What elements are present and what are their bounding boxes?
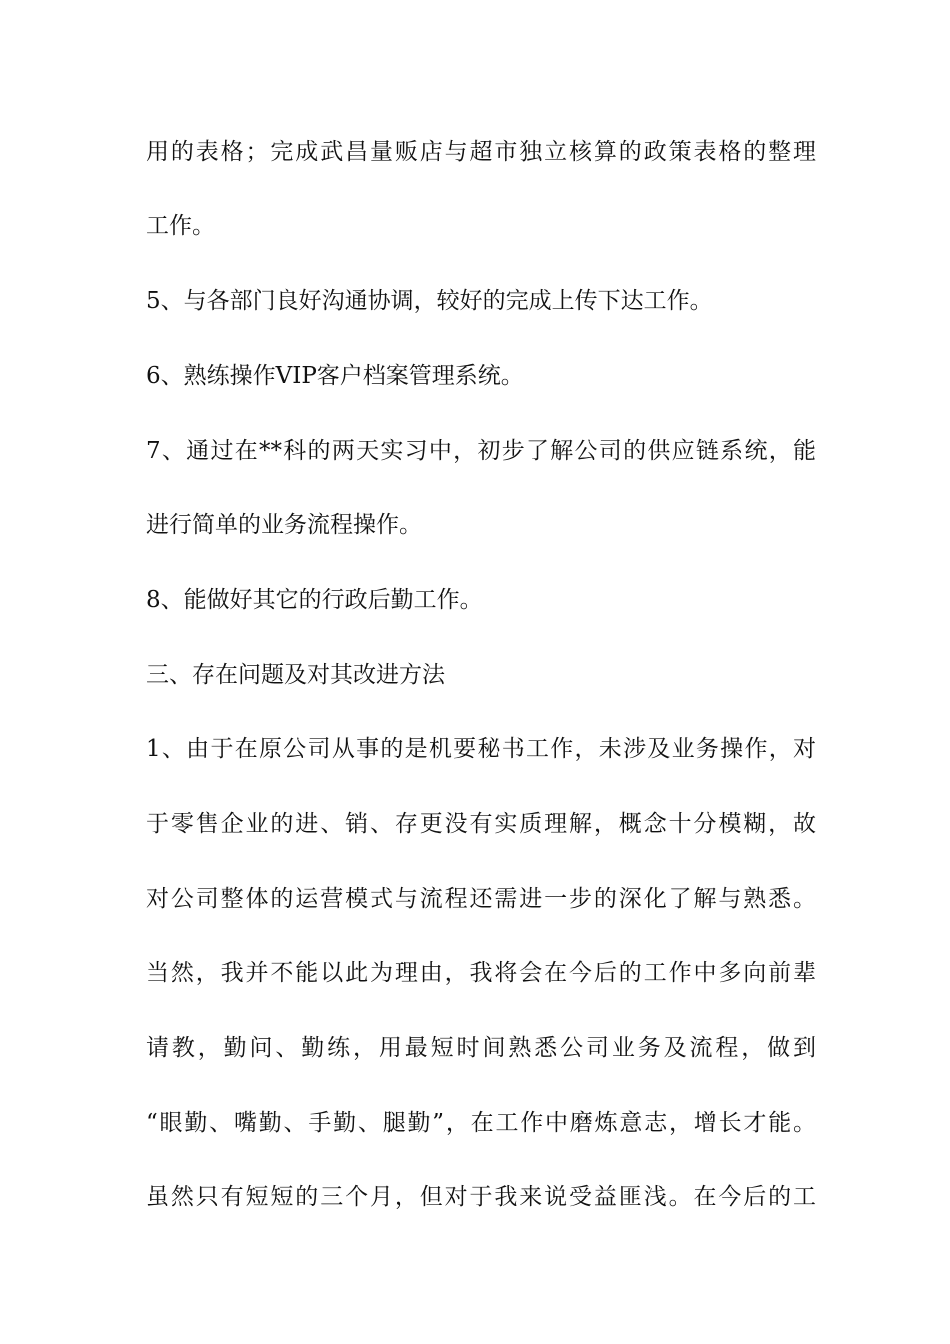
text-line-11: 对公司整体的运营模式与流程还需进一步的深化了解与熟悉。 (146, 886, 816, 912)
text-line-12: 当然，我并不能以此为理由，我将会在今后的工作中多向前辈 (146, 960, 816, 986)
section-heading: 三、存在问题及对其改进方法 (146, 662, 445, 688)
text-line-6: 进行简单的业务流程操作。 (146, 512, 422, 538)
text-line-5: 7、通过在**科的两天实习中，初步了解公司的供应链系统，能 (146, 438, 816, 464)
text-line-10: 于零售企业的进、销、存更没有实质理解，概念十分模糊，故 (146, 811, 816, 837)
text-line-9: 1、由于在原公司从事的是机要秘书工作，未涉及业务操作，对 (146, 736, 816, 762)
text-line-7: 8、能做好其它的行政后勤工作。 (146, 587, 483, 613)
text-line-2: 工作。 (146, 213, 215, 239)
text-line-15: 虽然只有短短的三个月，但对于我来说受益匪浅。在今后的工 (146, 1184, 816, 1210)
text-line-3: 5、与各部门良好沟通协调，较好的完成上传下达工作。 (146, 288, 713, 314)
text-line-1: 用的表格；完成武昌量贩店与超市独立核算的政策表格的整理 (146, 139, 816, 165)
text-line-14: “眼勤、嘴勤、手勤、腿勤”，在工作中磨炼意志，增长才能。 (146, 1110, 816, 1136)
text-line-4: 6、熟练操作VIP客户档案管理系统。 (146, 363, 524, 389)
text-line-13: 请教，勤问、勤练，用最短时间熟悉公司业务及流程，做到 (146, 1035, 816, 1061)
